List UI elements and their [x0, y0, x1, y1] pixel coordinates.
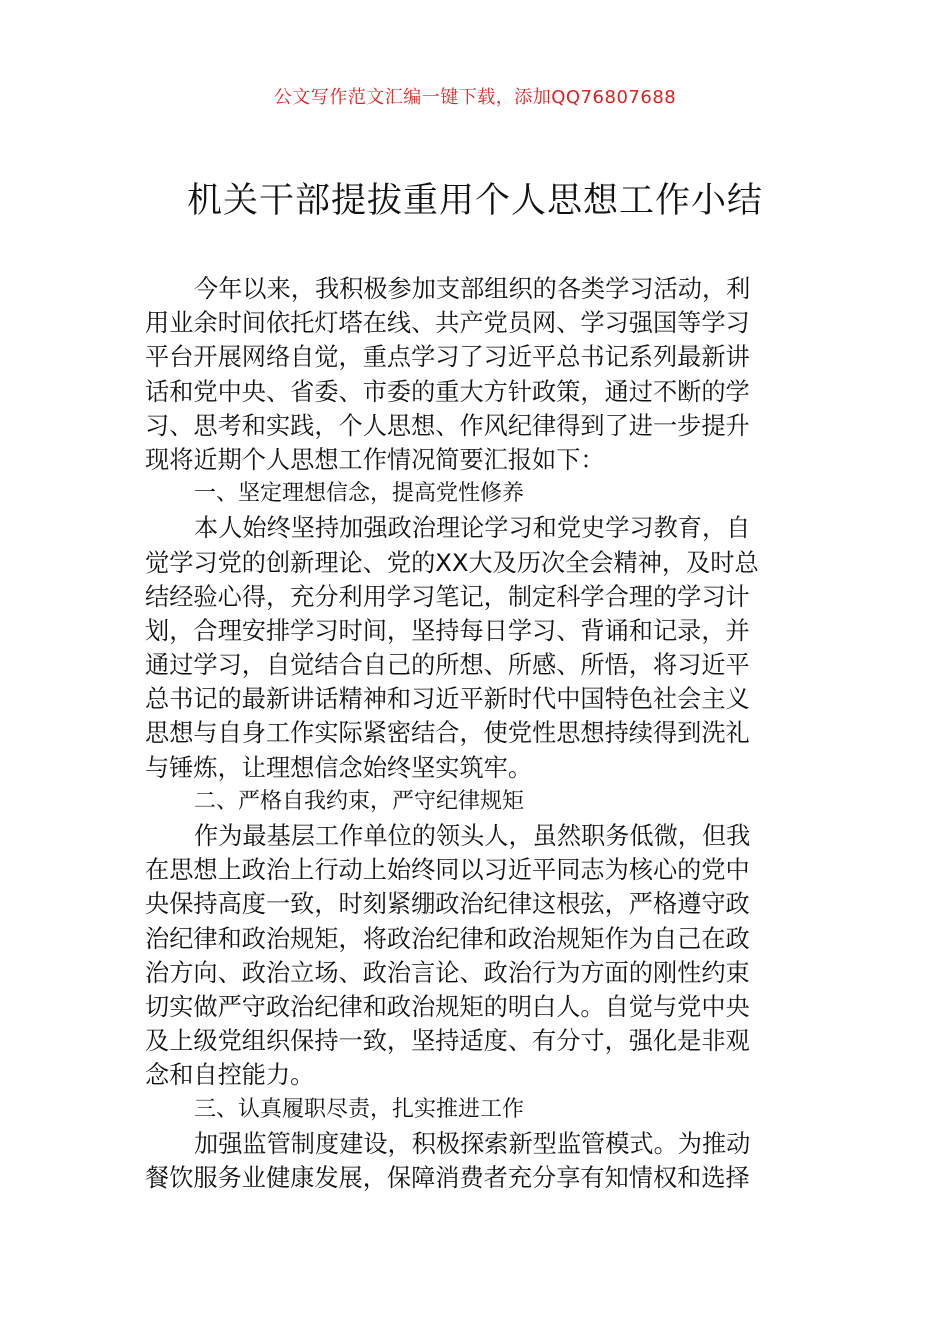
- body-line: 今年以来，我积极参加支部组织的各类学习活动，利: [194, 275, 751, 303]
- body-line: 现将近期个人思想工作情况简要汇报如下：: [145, 445, 605, 474]
- body-line: 思想与自身工作实际紧密结合，使党性思想持续得到洗礼: [145, 719, 750, 748]
- header-download-note: 公文写作范文汇编一键下载，添加QQ76807688: [273, 87, 677, 108]
- section-heading: 二、严格自我约束，严守纪律规矩: [194, 788, 525, 814]
- body-line: 结经验心得，充分利用学习笔记，制定科学合理的学习计: [145, 582, 750, 611]
- body-line: 用业余时间依托灯塔在线、共产党员网、学习强国等学习: [145, 309, 750, 338]
- body-line: 觉学习党的创新理论、党的XX大及历次全会精神，及时总: [145, 548, 759, 577]
- body-line: 切实做严守政治纪律和政治规矩的明白人。自觉与党中央: [145, 992, 750, 1021]
- body-line: 央保持高度一致，时刻紧绷政治纪律这根弦，严格遵守政: [145, 890, 750, 919]
- document-title: 机关干部提拔重用个人思想工作小结: [186, 181, 763, 221]
- body-line: 平台开展网络自觉，重点学习了习近平总书记系列最新讲: [145, 343, 750, 372]
- body-line: 治纪律和政治规矩，将政治纪律和政治规矩作为自己在政: [145, 924, 750, 953]
- body-line: 本人始终坚持加强政治理论学习和党史学习教育，自: [194, 514, 751, 543]
- body-line: 念和自控能力。: [145, 1061, 315, 1090]
- body-line: 在思想上政治上行动上始终同以习近平同志为核心的党中: [145, 856, 750, 885]
- body-line: 治方向、政治立场、政治言论、政治行为方面的刚性约束: [145, 958, 750, 987]
- body-line: 作为最基层工作单位的领头人，虽然职务低微，但我: [194, 822, 751, 850]
- body-line: 餐饮服务业健康发展，保障消费者充分享有知情权和选择: [145, 1163, 750, 1192]
- body-line: 总书记的最新讲话精神和习近平新时代中国特色社会主义: [145, 685, 750, 714]
- body-line: 话和党中央、省委、市委的重大方针政策，通过不断的学: [145, 377, 750, 406]
- section-heading: 一、坚定理想信念，提高党性修养: [194, 481, 525, 507]
- document-body: [145, 272, 809, 1195]
- body-line: 通过学习，自觉结合自己的所想、所感、所悟，将习近平: [145, 651, 750, 680]
- body-line: 加强监管制度建设，积极探索新型监管模式。为推动: [194, 1129, 751, 1158]
- body-line: 划，合理安排学习时间，坚持每日学习、背诵和记录，并: [145, 616, 750, 645]
- body-line: 与锤炼，让理想信念始终坚实筑牢。: [145, 753, 533, 782]
- body-line: 习、思考和实践，个人思想、作风纪律得到了进一步提升: [145, 411, 750, 440]
- body-line: 及上级党组织保持一致，坚持适度、有分寸，强化是非观: [145, 1027, 750, 1056]
- section-heading: 三、认真履职尽责，扎实推进工作: [194, 1096, 525, 1122]
